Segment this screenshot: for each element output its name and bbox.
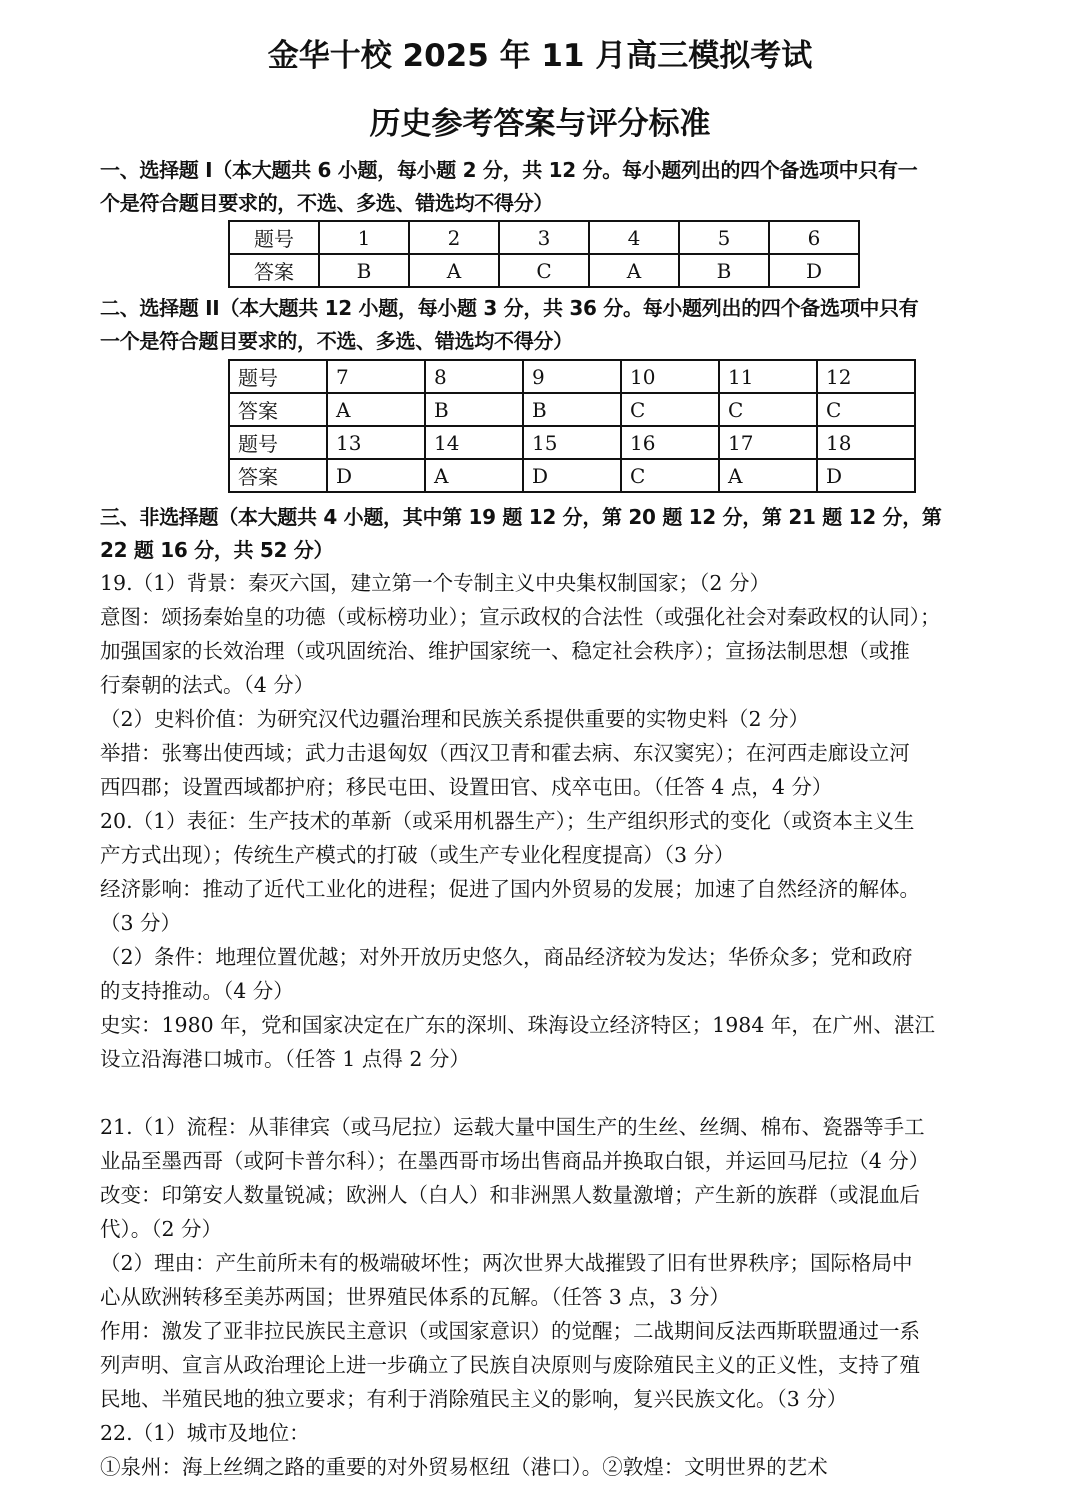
row-label: 题号	[229, 426, 327, 459]
answer-line: 史实：1980 年，党和国家决定在广东的深圳、珠海设立经济特区；1984 年，在广州、湛江	[100, 1013, 935, 1037]
section2-header-line: 一个是符合题目要求的，不选、多选、错选均不得分）	[100, 329, 573, 353]
section2-header-line: 二、选择题 II（本大题共 12 小题，每小题 3 分，共 36 分。每小题列出的四个备选项中只有	[100, 296, 919, 320]
answer-line: 19.（1）背景：秦灭六国，建立第一个专制主义中央集权制国家；（2 分）	[100, 571, 770, 595]
table-cell: A	[409, 254, 499, 287]
table-row	[229, 360, 915, 393]
answer-line: 民地、半殖民地的独立要求；有利于消除殖民主义的影响，复兴民族文化。（3 分）	[100, 1387, 848, 1411]
answer-line: 22.（1）城市及地位：	[100, 1421, 310, 1445]
table-cell: 1	[319, 221, 409, 254]
table-cell: D	[523, 459, 621, 492]
table-cell: D	[817, 459, 915, 492]
row-label: 答案	[229, 393, 327, 426]
answer-line: 加强国家的长效治理（或巩固统治、维护国家统一、稳定社会秩序）；宣扬法制思想（或推	[100, 639, 910, 663]
table-cell: 10	[621, 360, 719, 393]
table-cell: C	[719, 393, 817, 426]
answer-line: 列声明、宣言从政治理论上进一步确立了民族自决原则与废除殖民主义的正义性，支持了殖	[100, 1353, 920, 1377]
exam-title: 金华十校 2025 年 11 月高三模拟考试	[267, 38, 813, 74]
answer-line: 作用：激发了亚非拉民族民主意识（或国家意识）的觉醒；二战期间反法西斯联盟通过一系	[100, 1319, 920, 1343]
table-cell: D	[327, 459, 425, 492]
table-row	[229, 254, 859, 287]
answer-line: 20.（1）表征：生产技术的革新（或采用机器生产）；生产组织形式的变化（或资本主义生	[100, 809, 915, 833]
answer-line: 改变：印第安人数量锐减；欧洲人（白人）和非洲黑人数量激增；产生新的族群（或混血后	[100, 1183, 920, 1207]
answer-table-1	[228, 220, 860, 288]
answer-line: 举措：张骞出使西域；武力击退匈奴（西汉卫青和霍去病、东汉窦宪）；在河西走廊设立河	[100, 741, 910, 765]
table-cell: 14	[425, 426, 523, 459]
table-cell: 4	[589, 221, 679, 254]
answer-line: 21.（1）流程：从菲律宾（或马尼拉）运载大量中国生产的生丝、丝绸、棉布、瓷器等手工	[100, 1115, 925, 1139]
table-cell: 2	[409, 221, 499, 254]
answer-line: 设立沿海港口城市。（任答 1 点得 2 分）	[100, 1047, 470, 1071]
answer-line: ①泉州：海上丝绸之路的重要的对外贸易枢纽（港口）。②敦煌：文明世界的艺术	[100, 1455, 828, 1479]
answer-line: （2）史料价值：为研究汉代边疆治理和民族关系提供重要的实物史料（2 分）	[100, 707, 810, 731]
answer-line: （3 分）	[100, 911, 182, 935]
answer-line: 心从欧洲转移至美苏两国；世界殖民体系的瓦解。（任答 3 点，3 分）	[100, 1285, 730, 1309]
table-cell: B	[523, 393, 621, 426]
section3-header	[100, 501, 1010, 567]
table-cell: C	[499, 254, 589, 287]
answer-line: 西四郡；设置西域都护府；移民屯田、设置田官、戍卒屯田。（任答 4 点，4 分）	[100, 775, 833, 799]
section2-header	[100, 292, 1010, 358]
table-cell: C	[621, 459, 719, 492]
table-cell: A	[327, 393, 425, 426]
table-cell: 6	[769, 221, 859, 254]
table-cell: 11	[719, 360, 817, 393]
section3-header-line: 22 题 16 分，共 52 分）	[100, 538, 334, 562]
answer-line: 的支持推动。（4 分）	[100, 979, 294, 1003]
table-cell: 13	[327, 426, 425, 459]
table-cell: 5	[679, 221, 769, 254]
section1-header	[100, 154, 1010, 220]
table-cell: B	[425, 393, 523, 426]
row-label: 题号	[229, 221, 319, 254]
row-label: 题号	[229, 360, 327, 393]
answer-line: 意图：颂扬秦始皇的功德（或标榜功业）；宣示政权的合法性（或强化社会对秦政权的认同）；	[100, 605, 941, 629]
table-cell: D	[769, 254, 859, 287]
answer-line: （2）理由：产生前所未有的极端破坏性；两次世界大战摧毁了旧有世界秩序；国际格局中	[100, 1251, 913, 1275]
table-cell: 12	[817, 360, 915, 393]
table-row	[229, 393, 915, 426]
answer-line: 行秦朝的法式。（4 分）	[100, 673, 315, 697]
answer-line: （2）条件：地理位置优越；对外开放历史悠久，商品经济较为发达；华侨众多；党和政府	[100, 945, 913, 969]
section1-header-line: 一、选择题 I（本大题共 6 小题，每小题 2 分，共 12 分。每小题列出的四个备选项中只有一	[100, 158, 918, 182]
answer-table-2	[228, 359, 916, 493]
answer-line: 经济影响：推动了近代工业化的进程；促进了国内外贸易的发展；加速了自然经济的解体。	[100, 877, 920, 901]
row-label: 答案	[229, 254, 319, 287]
table-cell: 16	[621, 426, 719, 459]
table-cell: 7	[327, 360, 425, 393]
table-cell: 17	[719, 426, 817, 459]
section1-header-line: 个是符合题目要求的，不选、多选、错选均不得分）	[100, 191, 554, 215]
table-cell: A	[719, 459, 817, 492]
answer-line: 业品至墨西哥（或阿卡普尔科）；在墨西哥市场出售商品并换取白银，并运回马尼拉（4 分）	[100, 1149, 930, 1173]
answer-line: 产方式出现）；传统生产模式的打破（或生产专业化程度提高）（3 分）	[100, 843, 735, 867]
table-cell: 8	[425, 360, 523, 393]
table-cell: 3	[499, 221, 589, 254]
table-cell: B	[679, 254, 769, 287]
answer-body	[100, 566, 1010, 1484]
table-row	[229, 459, 915, 492]
row-label: 答案	[229, 459, 327, 492]
table-cell: 15	[523, 426, 621, 459]
table-row	[229, 221, 859, 254]
exam-subtitle: 历史参考答案与评分标准	[369, 106, 711, 142]
table-cell: 9	[523, 360, 621, 393]
table-cell: C	[621, 393, 719, 426]
table-row	[229, 426, 915, 459]
table-cell: A	[589, 254, 679, 287]
table-cell: B	[319, 254, 409, 287]
answer-line: 代）。（2 分）	[100, 1217, 223, 1241]
table-cell: 18	[817, 426, 915, 459]
table-cell: A	[425, 459, 523, 492]
table-cell: C	[817, 393, 915, 426]
section3-header-line: 三、非选择题（本大题共 4 小题，其中第 19 题 12 分，第 20 题 12 分，第 21 题 12 分，第	[100, 505, 942, 529]
